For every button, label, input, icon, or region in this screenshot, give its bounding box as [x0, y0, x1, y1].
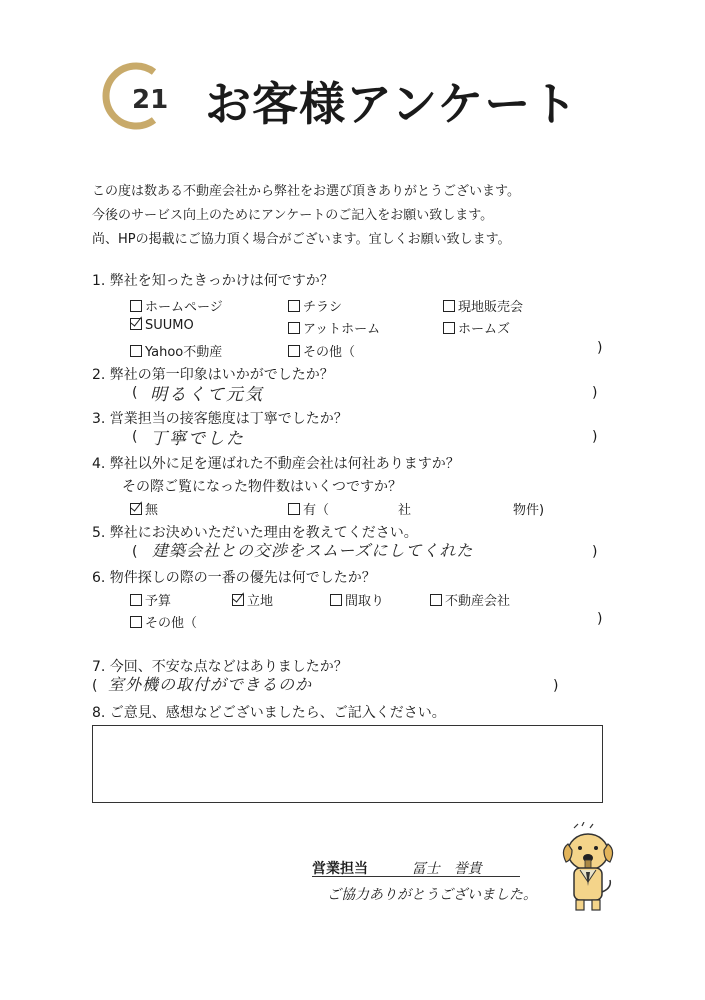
logo-text: 21 [132, 85, 169, 115]
intro-line-1: この度は数ある不動産会社から弊社をお選び頂きありがとうございます。 [92, 184, 520, 199]
q7-open: ( [92, 678, 98, 694]
checkbox[interactable] [130, 616, 142, 628]
q6-option-budget[interactable]: 予算 [130, 590, 171, 609]
q4-unit-company: 社 [398, 503, 412, 518]
question-5: 5. 弊社にお決めいただいた理由を教えてください。 [92, 525, 418, 541]
question-6: 6. 物件探しの際の一番の優先は何でしたか？ [92, 570, 376, 586]
checkbox-checked[interactable] [232, 594, 244, 606]
staff-label: 営業担当 [312, 861, 368, 877]
checkbox[interactable] [288, 345, 300, 357]
q1-option-open-house[interactable]: 現地販売会 [443, 296, 523, 315]
century21-logo [102, 60, 170, 132]
q1-option-homepage[interactable]: ホームページ [130, 296, 223, 315]
q7-close: ) [553, 678, 559, 694]
q1-option-other[interactable]: その他（ [288, 341, 355, 360]
q3-open: ( [132, 429, 138, 445]
checkbox[interactable] [430, 594, 442, 606]
intro-line-3: 尚、HPの掲載にご協力頂く場合がございます。宜しくお願い致します。 [92, 232, 511, 247]
q1-option-homes[interactable]: ホームズ [443, 318, 510, 337]
dog-mascot-icon [560, 822, 616, 914]
question-3: 3. 営業担当の接客態度は丁寧でしたか？ [92, 411, 348, 427]
q1-option-yahoo[interactable]: Yahoo不動産 [130, 341, 222, 360]
q6-option-location[interactable]: 立地 [232, 590, 273, 609]
q1-option-suumo[interactable]: SUUMO [130, 318, 194, 333]
q3-answer[interactable]: 丁寧でした [150, 429, 245, 449]
comment-textarea[interactable] [92, 725, 603, 803]
q2-answer[interactable]: 明るくて元気 [150, 385, 264, 405]
question-4: 4. 弊社以外に足を運ばれた不動産会社は何社ありますか？ [92, 456, 460, 472]
q6-option-layout[interactable]: 間取り [330, 590, 384, 609]
q4-option-none[interactable]: 無 [130, 499, 158, 518]
q6-other-close: ) [597, 611, 603, 627]
staff-name: 冨士 誉貴 [411, 861, 482, 877]
q6-option-other[interactable]: その他（ [130, 612, 197, 631]
question-7: 7. 今回、不安な点などはありましたか？ [92, 659, 348, 675]
question-2: 2. 弊社の第一印象はいかがでしたか？ [92, 367, 334, 383]
q4-unit-property: 物件) [513, 503, 545, 518]
checkbox[interactable] [443, 322, 455, 334]
question-4-sub: その際ご覧になった物件数はいくつですか？ [122, 479, 402, 495]
checkbox[interactable] [130, 594, 142, 606]
checkbox[interactable] [443, 300, 455, 312]
q1-other-close: ) [597, 340, 603, 356]
question-1: 1. 弊社を知ったきっかけは何ですか？ [92, 273, 334, 289]
checkbox-checked[interactable] [130, 503, 142, 515]
q1-option-flyer[interactable]: チラシ [288, 296, 342, 315]
checkbox-checked[interactable] [130, 318, 142, 330]
q2-close: ) [592, 385, 598, 401]
q1-option-athome[interactable]: アットホーム [288, 318, 380, 337]
question-8: 8. ご意見、感想などございましたら、ご記入ください。 [92, 705, 446, 721]
checkbox[interactable] [130, 345, 142, 357]
q6-option-company[interactable]: 不動産会社 [430, 590, 510, 609]
checkbox[interactable] [288, 503, 300, 515]
q3-close: ) [592, 429, 598, 445]
q7-answer[interactable]: 室外機の取付ができるのか [108, 675, 313, 694]
checkbox[interactable] [288, 322, 300, 334]
q5-open: ( [132, 544, 138, 560]
q5-answer[interactable]: 建築会社との交渉をスムーズにしてくれた [152, 541, 474, 560]
signature-underline [312, 876, 520, 877]
q2-open: ( [132, 385, 138, 401]
q4-option-yes[interactable]: 有（ [288, 499, 329, 518]
intro-line-2: 今後のサービス向上のためにアンケートのご記入をお願い致します。 [92, 208, 494, 223]
thanks-message: ご協力ありがとうございました。 [327, 887, 537, 903]
checkbox[interactable] [130, 300, 142, 312]
page-title: お客様アンケート [205, 77, 579, 131]
q5-close: ) [592, 544, 598, 560]
checkbox[interactable] [330, 594, 342, 606]
checkbox[interactable] [288, 300, 300, 312]
staff-signature [312, 858, 482, 878]
